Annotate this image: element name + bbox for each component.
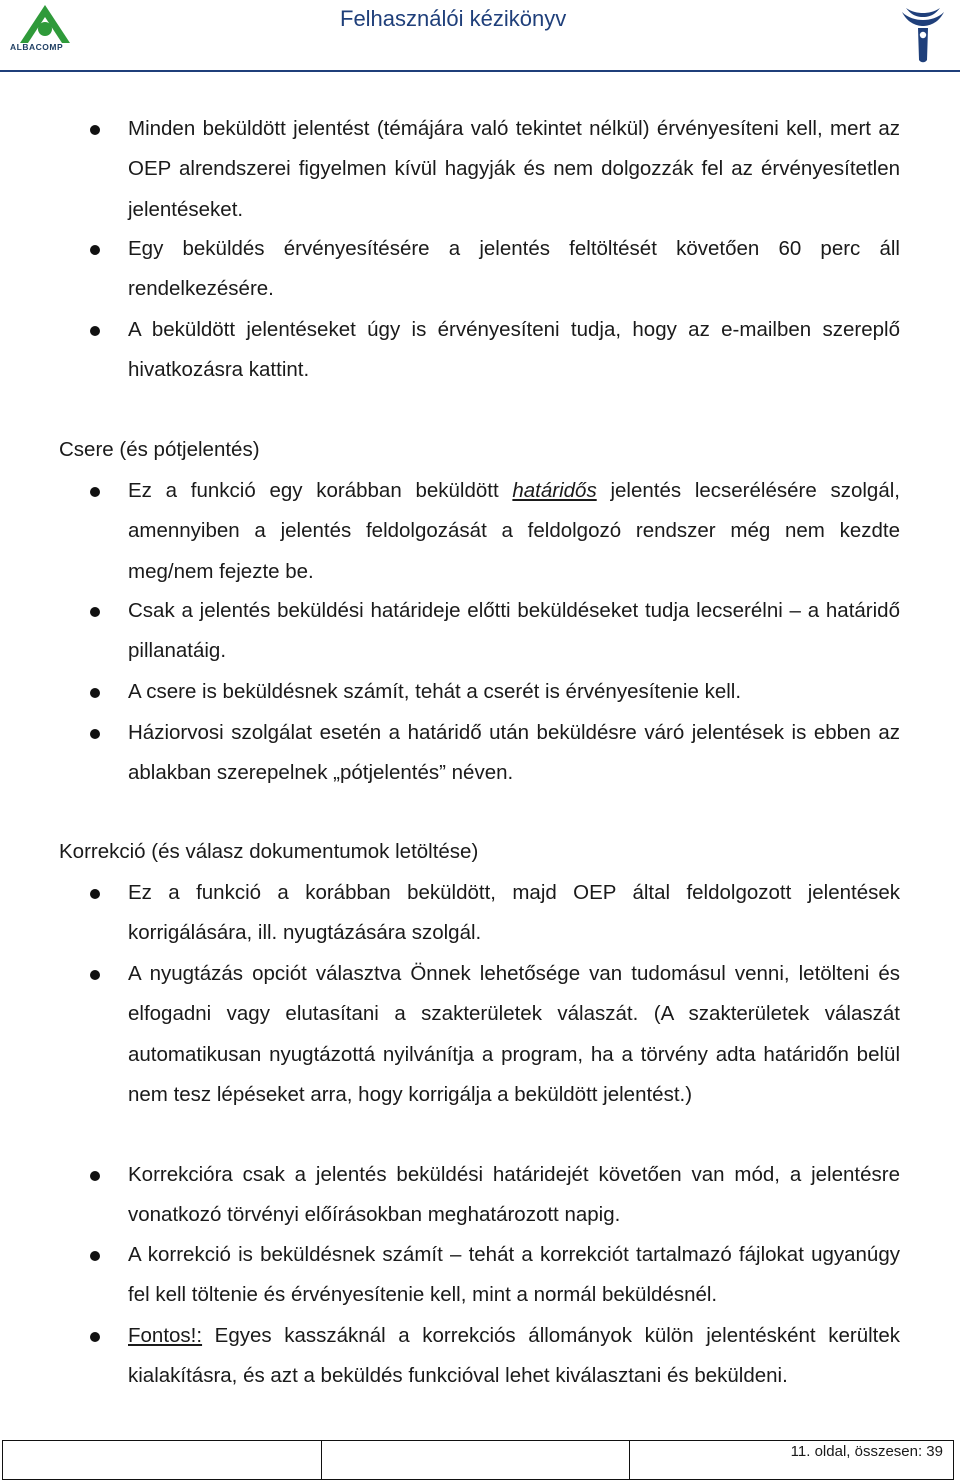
list-item: Háziorvosi szolgálat esetén a határidő után beküldésre váró jelentések is ebben az ablakban szerepelnek „pótjelentés” néven. [128, 721, 900, 785]
bullet-icon [90, 1332, 100, 1342]
logo-caption: ALBACOMP [10, 42, 64, 52]
bullet-icon [90, 729, 100, 739]
bullet-icon [90, 1251, 100, 1261]
footer-cell [321, 1441, 630, 1479]
list-item: Csak a jelentés beküldési határideje előtti beküldéseket tudja lecserélni – a határidő pillanatáig. [128, 599, 900, 663]
list-item: A nyugtázás opciót választva Önnek lehetősége van tudomásul venni, letölteni és elfogadni vagy elutasítani a szakterületek válaszát. (A szakterületek válaszát automatikusan nyugtázottá nyilvánítja a program, ha a törvény adta határidőn belül nem tesz lépéseket arra, hogy korrigálja a beküldött jelentést.) [128, 962, 900, 1106]
list-item: A csere is beküldésnek számít, tehát a cserét is érvényesítenie kell. [128, 680, 742, 703]
bullet-icon [90, 487, 100, 497]
list-item: A beküldött jelentéseket úgy is érvényesíteni tudja, hogy az e-mailben szereplő hivatkozásra kattint. [128, 318, 900, 382]
bullet-icon [90, 245, 100, 255]
section-title-csere: Csere (és pótjelentés) [59, 438, 260, 461]
list-item: A korrekció is beküldésnek számít – tehát a korrekciót tartalmazó fájlokat ugyanúgy fel kell töltenie és érvényesítenie kell, mint a normál beküldésnél. [128, 1243, 900, 1307]
header-divider [0, 70, 960, 72]
bullet-icon [90, 607, 100, 617]
bullet-icon [90, 326, 100, 336]
list-item: Korrekcióra csak a jelentés beküldési határidejét követően van mód, a jelentésre vonatkozó törvényi előírásokban meghatározott napig. [128, 1163, 900, 1227]
bullet-icon [90, 970, 100, 980]
section-title-korrekcio: Korrekció (és válasz dokumentumok letöltése) [59, 840, 479, 863]
footer-cell [3, 1441, 322, 1479]
list-item: Egy beküldés érvényesítésére a jelentés feltöltését követően 60 perc áll rendelkezésére. [128, 237, 900, 301]
oep-logo-icon [898, 4, 948, 64]
page-number: 11. oldal, összesen: 39 [790, 1443, 943, 1460]
list-item: Ez a funkció egy korábban beküldött határidős jelentés lecserélésére szolgál, amennyiben a jelentés feldolgozását a feldolgozó rendszer még nem kezdte meg/nem fejezte be. [128, 479, 900, 583]
page-footer [2, 1440, 954, 1480]
fontos-link[interactable]: Fontos!: [128, 1324, 203, 1347]
bullet-icon [90, 889, 100, 899]
bullet-icon [90, 688, 100, 698]
list-item: Ez a funkció a korábban beküldött, majd OEP által feldolgozott jelentések korrigálására, ill. nyugtázására szolgál. [128, 881, 900, 945]
page-header [0, 0, 960, 62]
bullet-icon [90, 125, 100, 135]
list-item: Fontos!: Egyes kasszáknál a korrekciós állományok külön jelentésként kerültek kialakításra, és azt a beküldés funkcióval lehet kiválasztani és beküldeni. [128, 1324, 900, 1388]
list-item: Minden beküldött jelentést (témájára való tekintet nélkül) érvényesíteni kell, mert az OEP alrendszerei figyelmen kívül hagyják és nem dolgozzák fel az érvényesítetlen jelentéseket. [128, 117, 900, 221]
page-title: Felhasználói kézikönyv [340, 6, 567, 31]
bullet-icon [90, 1171, 100, 1181]
hatarido-link[interactable]: határidős [512, 479, 597, 502]
